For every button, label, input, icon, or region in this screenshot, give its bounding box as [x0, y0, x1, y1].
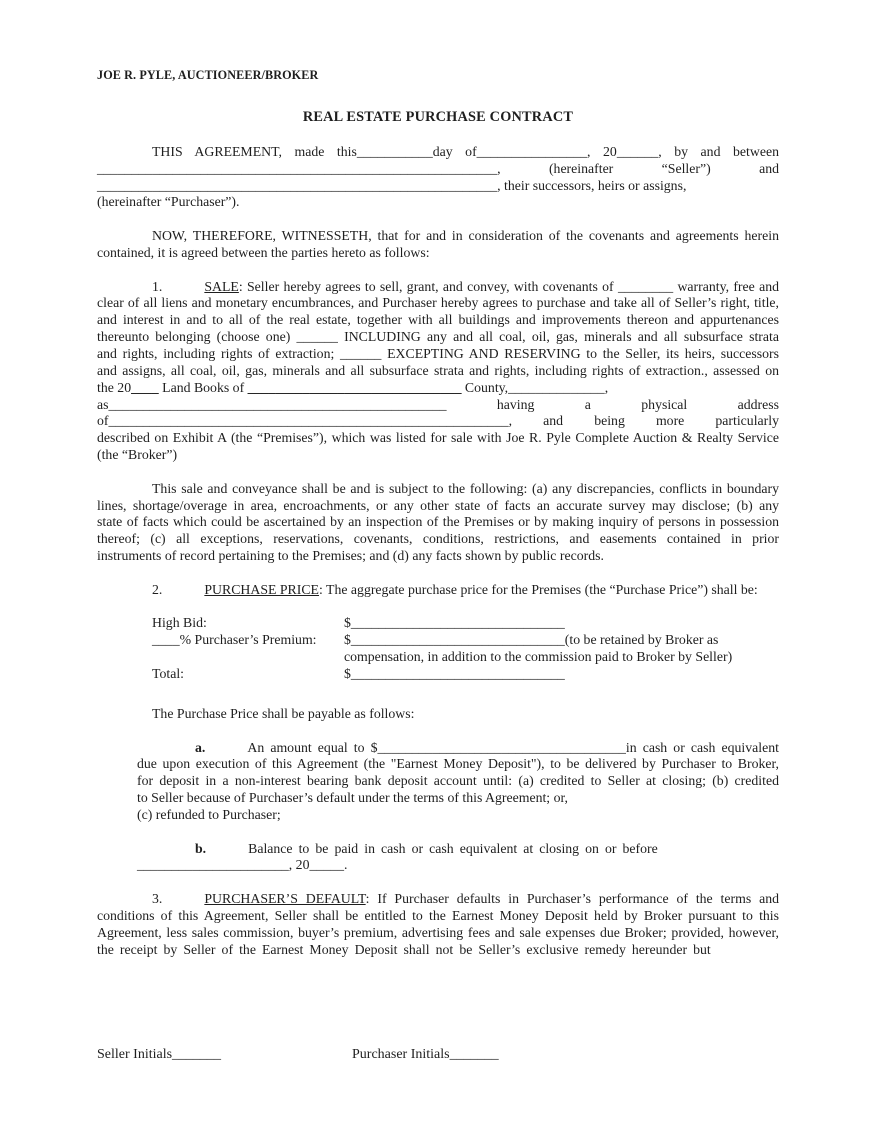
section-heading: PURCHASER’S DEFAULT — [204, 891, 366, 907]
text-line: the receipt by Seller of the Earnest Money Deposit shall not be Seller’s exclusive remedy hereunder but — [97, 941, 711, 957]
section-heading: SALE — [204, 278, 239, 294]
purchaser-initials-blank: _______ — [449, 1047, 499, 1062]
blank-field: ______ — [340, 345, 382, 361]
blank-field: _________________________________________________ — [108, 396, 447, 412]
price-label: ____% Purchaser’s Premium: — [152, 632, 317, 648]
text-line: Total: $_______________________________ — [152, 666, 565, 681]
text-line: for deposit in a non-interest bearing bank deposit account until: (a) credited to Seller at closing; (b) credited — [137, 773, 779, 789]
text-line: to Seller because of Purchaser’s default under the terms of this Agreement; or, — [137, 790, 568, 806]
seller-initials-label: Seller Initials — [97, 1047, 173, 1062]
text-line: instruments of record pertaining to the Premises; and (d) any facts shown by public records. — [97, 548, 604, 564]
broker-name: JOE R. PYLE, AUCTIONEER/BROKER — [97, 68, 319, 82]
text-line: 3. PURCHASER’S DEFAULT: If Purchaser defaults in Purchaser’s performance of the terms and — [152, 891, 780, 907]
text-line: (hereinafter “Purchaser”). — [97, 194, 240, 210]
blank-field: ___________ — [356, 143, 433, 159]
text-line: lines, shortage/overage in area, encroachments, or any other state of facts an accurate survey may disclose; (b) any — [97, 497, 779, 513]
purchaser-initials — [352, 1046, 499, 1063]
text-line: thereof; (c) all exceptions, reservations, covenants, conditions, restrictions, and easements contained in prior — [97, 531, 779, 547]
blank-field: ______________________ — [137, 857, 289, 873]
text-line: NOW, THEREFORE, WITNESSETH, that for and in consideration of the covenants and agreements herein — [152, 228, 779, 244]
blank-field: ______ — [296, 329, 338, 345]
text-line: the 20____ Land Books of _______________________________ County,______________, — [97, 379, 609, 395]
text-line: thereunto belonging (choose one) ______ INCLUDING any and all coal, oil, gas, minerals and all subsurface strata — [97, 329, 779, 345]
text-line: contained, it is agreed between the parties hereto as follows: — [97, 244, 430, 260]
price-table — [152, 615, 779, 682]
text-line: and assigns, all coal, oil, gas, minerals and all subsurface strata and rights, including rights of extraction., assessed on — [97, 362, 779, 378]
text-line: and rights, including rights of extraction; ______ EXCEPTING AND RESERVING to the Seller, its heirs, successors — [97, 345, 779, 361]
text-line: as_________________________________________________ having a physical address — [97, 396, 779, 412]
text-line: ______________________, 20_____. — [137, 857, 348, 873]
text-line: due upon execution of this Agreement (the "Earnest Money Deposit"), to be delivered by Purchaser to Broker, — [137, 756, 779, 772]
subsection-b-balance — [137, 841, 779, 875]
subject-to-paragraph — [97, 481, 779, 565]
price-label: Total: — [152, 666, 184, 681]
text-line: state of facts which could be ascertained by an inspection of the Premises or by making inquiry of persons in possession — [97, 514, 779, 530]
text-line: (c) refunded to Purchaser; — [137, 806, 281, 822]
text-segment: a. — [195, 739, 206, 755]
blank-field: ____________________________________ — [377, 739, 626, 755]
payable-intro — [97, 706, 779, 723]
section-1-sale — [97, 279, 779, 464]
price-label: High Bid: — [152, 615, 207, 631]
text-line: The Purchase Price shall be payable as follows: — [152, 705, 415, 721]
seller-initials-blank: _______ — [172, 1047, 222, 1062]
contract-body — [97, 144, 779, 959]
blank-field: _______________________________ — [350, 632, 565, 648]
text-line: THIS AGREEMENT, made this___________day of________________, 20______, by and between — [152, 143, 779, 159]
blank-field: __________________________________________________________ — [97, 160, 498, 176]
initials-footer — [97, 1046, 779, 1063]
text-line: 1. SALE: Seller hereby agrees to sell, grant, and convey, with covenants of ________ warranty, free and — [152, 278, 779, 294]
document-title: REAL ESTATE PURCHASE CONTRACT — [302, 109, 574, 125]
blank-field: ______________ — [508, 379, 605, 395]
text-line: clear of all liens and monetary encumbrances, and Purchaser hereby agrees to purchase and take all of Seller’s right, title, — [97, 295, 779, 311]
witnesseth-paragraph — [97, 228, 779, 262]
blank-field: __________________________________________________________ — [108, 413, 509, 429]
blank-field: _______________________________ — [247, 379, 462, 395]
blank-field: ______ — [616, 143, 659, 159]
blank-field: ________________ — [476, 143, 588, 159]
text-line: 2. PURCHASE PRICE: The aggregate purchase price for the Premises (the “Purchase Price”) shall be: — [152, 581, 758, 597]
blank-field: ____ — [131, 379, 159, 395]
text-line: described on Exhibit A (the “Premises”), which was listed for sale with Joe R. Pyle Complete Auction & Realty Service — [97, 430, 779, 446]
text-line: __________________________________________________________, (hereinafter “Seller”) and — [97, 160, 779, 176]
text-line: High Bid: $_______________________________ — [152, 615, 565, 631]
text-line: and interest in and to all of the real estate, together with all buildings and improvements thereon and appurtenances — [97, 312, 779, 328]
text-line: a. An amount equal to $____________________________________in cash or cash equivalent — [195, 739, 779, 755]
text-line: compensation, in addition to the commission paid to Broker by Seller) — [344, 649, 733, 665]
blank-field: ________ — [617, 278, 674, 294]
text-line: __________________________________________________________, their successors, heirs or assigns, — [97, 177, 687, 193]
text-line: (the “Broker”) — [97, 447, 178, 463]
text-line: of__________________________________________________________, and being more particularly — [97, 413, 779, 429]
section-2-purchase-price — [97, 582, 779, 599]
text-segment: b. — [195, 840, 207, 856]
blank-field: _____ — [309, 857, 344, 873]
text-line: b. Balance to be paid in cash or cash equivalent at closing on or before — [195, 840, 658, 856]
seller-initials — [97, 1047, 221, 1062]
section-heading: PURCHASE PRICE — [204, 581, 319, 597]
blank-field: _______________________________ — [350, 666, 565, 681]
section-3-purchasers-default — [97, 891, 779, 958]
blank-field: __________________________________________________________ — [97, 177, 498, 193]
text-line: This sale and conveyance shall be and is subject to the following: (a) any discrepancies, conflicts in boundary — [152, 480, 779, 496]
subsection-a-earnest-money — [137, 740, 779, 824]
blank-field: _______________________________ — [350, 615, 565, 631]
opening-paragraph — [97, 144, 779, 211]
text-line: conditions of this Agreement, Seller shall be entitled to the Earnest Money Deposit held by Broker pursuant to this — [97, 907, 779, 923]
text-line: Agreement, less sales commission, buyer’s premium, advertising fees and sale expenses due Broker; provided, however, — [97, 924, 779, 940]
purchaser-initials-label: Purchaser Initials — [352, 1047, 450, 1062]
text-line: ____% Purchaser’s Premium: $_______________________________(to be retained by Broker as — [152, 632, 719, 648]
